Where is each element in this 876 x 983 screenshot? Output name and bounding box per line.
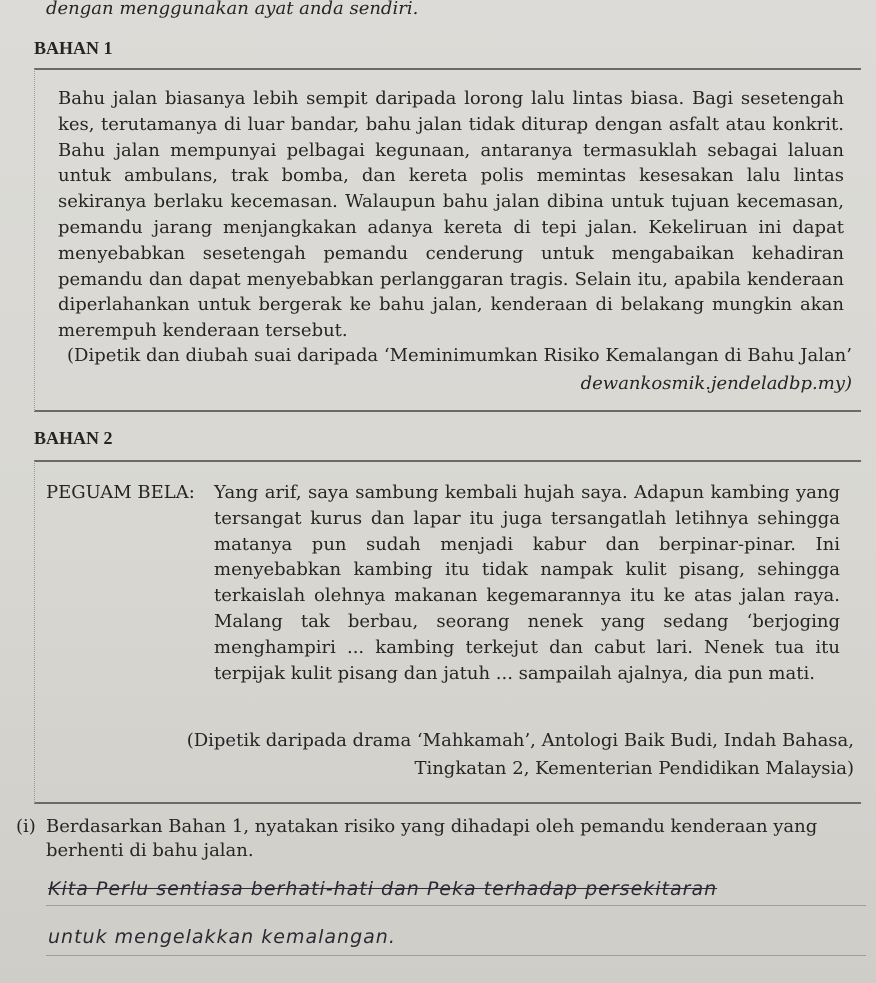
answer-rule-2 <box>46 955 866 956</box>
bahan1-source-line1: (Dipetik dan diubah suai daripada ‘Meminimumkan Risiko Kemalangan di Bahu Jalan’ <box>66 345 852 366</box>
bahan2-source-line2: Tingkatan 2, Kementerian Pendidikan Malaysia) <box>414 758 854 779</box>
question-text: Berdasarkan Bahan 1, nyatakan risiko yang dihadapi oleh pemandu kenderaan yang berhenti di bahu jalan. <box>46 816 818 861</box>
instruction-text: dengan menggunakan ayat anda sendiri. <box>46 0 419 19</box>
bahan1-source-line2: dewankosmik.jendeladbp.my) <box>580 373 852 394</box>
answer-rule-1 <box>46 905 866 906</box>
bahan1-heading: BAHAN 1 <box>34 38 113 58</box>
bahan2-source-line1: (Dipetik daripada drama ‘Mahkamah’, Antologi Baik Budi, Indah Bahasa, <box>186 730 854 751</box>
answer-line-1: Kita Perlu sentiasa berhati-hati dan Peka terhadap persekitaran <box>48 878 718 900</box>
question-number: (i) <box>16 816 36 837</box>
answer-line-2: untuk mengelakkan kemalangan. <box>48 926 396 948</box>
bahan2-heading: BAHAN 2 <box>34 428 113 448</box>
bahan1-paragraph: Bahu jalan biasanya lebih sempit daripada lorong lalu lintas biasa. Bagi sesetengah kes, terutamanya di luar bandar, bahu jalan tidak diturap dengan asfalt atau konkrit. Bahu jalan mempunyai pelbagai kegunaan, antaranya termasuklah sebagai laluan untuk ambulans, trak bomba, dan kereta polis memintas kesesakan lalu lintas sekiranya berlaku kecemasan. Walaupun bahu jalan dibina untuk tujuan kecemasan, pemandu jarang menjangkakan adanya kereta di tepi jalan. Kekeliruan ini dapat menyebabkan sesetengah pemandu cenderung untuk mengabaikan kehadiran pemandu dan dapat menyebabkan perlanggaran tragis. Selain itu, apabila kenderaan diperlahankan untuk bergerak ke bahu jalan, kenderaan di belakang mungkin akan merempuh kenderaan tersebut. <box>58 88 844 342</box>
bahan2-dialogue: Yang arif, saya sambung kembali hujah saya. Adapun kambing yang tersangat kurus dan lapar itu juga tersangatlah letihnya sehingga matanya pun sudah menjadi kabur dan berpinar-pinar. Ini menyebabkan kambing itu tidak nampak kulit pisang, sehingga terkaislah olehnya makanan kegemarannya itu ke atas jalan raya. Malang tak berbau, seorang nenek yang sedang ‘berjoging menghampiri ... kambing terkejut dan cabut lari. Nenek tua itu terpijak kulit pisang dan jatuh ... sampailah ajalnya, dia pun mati. <box>214 482 840 684</box>
speaker-label: PEGUAM BELA: <box>46 482 195 503</box>
